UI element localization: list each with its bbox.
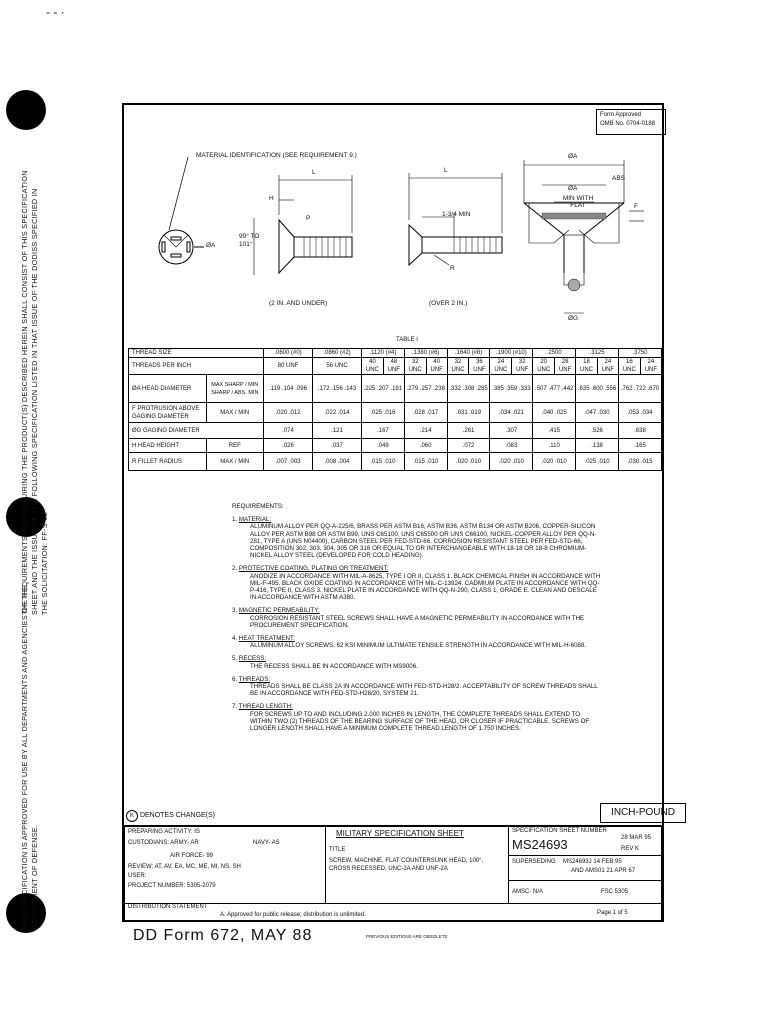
gage-header: ØG GAGING DIAMETER: [129, 423, 264, 439]
req-number: 6.: [232, 675, 238, 683]
user: USER:: [128, 873, 147, 879]
req-body: THE RECESS SHALL BE IN ACCORDANCE WITH MS9006.: [250, 662, 418, 670]
table-cell: .083: [490, 439, 533, 453]
table-cell: .020 .010: [490, 453, 533, 471]
table-cell: .047 .030: [576, 403, 619, 423]
right-screw: [409, 225, 422, 265]
table-cell: .026: [264, 439, 313, 453]
table-cell: .526: [576, 423, 619, 439]
head-height-header: H HEAD HEIGHT: [129, 439, 207, 453]
table-cell: .507 .477 .442: [533, 375, 576, 403]
req-title: MATERIAL:: [238, 516, 272, 524]
distribution-label: DISTRIBUTION STATEMENT: [128, 904, 208, 910]
table-row: [129, 349, 662, 358]
table-cell: .007 .003: [264, 453, 313, 471]
thread-size-header: THREAD SIZE: [129, 349, 264, 358]
form-footer: DD Form 672, MAY 88: [133, 927, 313, 944]
table-cell: .1900 (#10): [490, 349, 533, 358]
table-cell: .022 .014: [313, 403, 362, 423]
superseding-cell: [508, 855, 662, 881]
inch-pound-box: INCH-POUND: [600, 803, 686, 823]
table-cell: 80 UNF: [264, 358, 313, 375]
material-id-label: MATERIAL IDENTIFICATION (SEE REQUIREMENT 9.): [196, 152, 357, 159]
left-screw: [279, 220, 294, 273]
table-cell: .261: [447, 423, 490, 439]
custodian-cell: [124, 826, 326, 904]
table-cell: .020 .010: [447, 453, 490, 471]
table-cell: .0600 (#0): [264, 349, 313, 358]
side-line-3: THE SOLICITATION: FF-S-92: [40, 511, 49, 615]
dim-R: R: [450, 265, 455, 272]
air-force: AIR FORCE- 99: [170, 853, 214, 859]
side-line-2: SHEET AND THE ISSUE OF THE FOLLOWING SPECIFICATION LISTED IN THAT ISSUE OF THE DODISS SPECIFIED IN: [30, 188, 39, 615]
table-cell: .385 .359 .333: [490, 375, 533, 403]
req-title: HEAT TREATMENT:: [238, 635, 295, 643]
footer-small-print: PREVIOUS EDITIONS ARE OBSOLETE: [366, 934, 448, 939]
table-row: [129, 423, 662, 439]
requirement-item: [232, 703, 602, 732]
protrusion-header: F PROTRUSION ABOVE GAGING DIAMETER: [129, 403, 207, 423]
req-body: FOR SCREWS UP TO AND INCLUDING 2.000 INCHES IN LENGTH, THE COMPLETE THREADS SHALL EXTEND TO WITHIN TWO (2) THREADS OF THE BEARING SURFACE OF THE HEAD, OR CLOSER IF PRACTICABLE. SCREWS OF LONGER LENGTH SHALL HAVE A MINIMUM COMPLETE THREAD LENGTH OF 1.750 INCHES.: [250, 710, 590, 733]
navy: NAVY- AS: [253, 840, 280, 846]
dim-A3: ØA: [568, 185, 578, 192]
table-cell: .037: [313, 439, 362, 453]
table-row: [129, 358, 662, 375]
table-cell: .167: [362, 423, 405, 439]
requirement-item: [232, 635, 602, 649]
screw-drawing: [124, 105, 662, 335]
table-cell: 24 UNF: [640, 358, 661, 375]
distribution-statement: A. Approved for public release; distribution is unlimited.: [220, 912, 366, 918]
table-title: TABLE I: [396, 337, 418, 343]
table-cell: .307: [490, 423, 533, 439]
omb-number: OMB No. 0704-0188: [600, 121, 656, 127]
req-title: PROTECTIVE COATING, PLATING OR TREATMENT:: [238, 565, 389, 573]
fsc: FSC 5305: [601, 889, 629, 895]
ms-number: MS24693: [512, 837, 568, 852]
preparing-activity: PREPARING ACTIVITY: IS: [128, 829, 200, 835]
table-cell: .762 .722 .670: [618, 375, 661, 403]
table-row: [129, 403, 662, 423]
side-text: [20, 110, 49, 930]
title-label: TITLE: [329, 847, 346, 853]
sheet-date: 28 MAR 95: [621, 835, 652, 841]
review: REVIEW: AT, AV, EA, MC, ME, MI, NS, SH: [128, 864, 241, 870]
table-cell: .053 .034: [618, 403, 661, 423]
form-approved: Form Approved: [600, 112, 642, 118]
side-line-5: DEPARTMENT OF DEFENSE.: [30, 824, 39, 930]
table-cell: .060: [404, 439, 447, 453]
table-cell: 36 UNF: [469, 358, 490, 375]
superseding-value-2: AND AMS01 21 APR 67: [571, 868, 636, 874]
dim-L1: L: [312, 169, 316, 176]
tpi-header: THREADS PER INCH: [129, 358, 264, 375]
table-cell: .3125: [576, 349, 619, 358]
table-cell: .020 .010: [533, 453, 576, 471]
req-number: 1.: [232, 516, 238, 524]
dim-G: ØG: [568, 315, 579, 322]
table-cell: .028 .017: [404, 403, 447, 423]
table-cell: .121: [313, 423, 362, 439]
dim-A1: ØA: [206, 242, 216, 249]
table-cell: 32 UNC: [404, 358, 426, 375]
dim-P: P: [306, 215, 311, 222]
table-cell: .415: [533, 423, 576, 439]
table-cell: .1640 (#8): [447, 349, 490, 358]
page-number: Page 1 of 5: [597, 910, 628, 916]
table-cell: .1120 (#4): [362, 349, 405, 358]
spec-title: SCREW, MACHINE, FLAT COUNTERSUNK HEAD, 100°, CROSS RECESSED, UNC-2A AND UNF-2A: [329, 858, 484, 872]
table-cell: .072: [447, 439, 490, 453]
requirement-item: [232, 607, 602, 629]
table-cell: .034 .021: [490, 403, 533, 423]
table-cell: 40 UNC: [362, 358, 384, 375]
sheet-number-cell: [508, 826, 662, 856]
table-cell: .2500: [533, 349, 576, 358]
dim-H: H: [269, 195, 274, 202]
req-title: THREADS:: [238, 675, 271, 683]
amsc-cell: [508, 880, 662, 904]
head-height-sub: REF: [206, 439, 263, 453]
project-number: PROJECT NUMBER: 5305-2079: [128, 883, 216, 889]
caption-short: (2 IN. AND UNDER): [269, 300, 328, 307]
table-cell: 32 UNF: [512, 358, 533, 375]
title-block: [124, 825, 662, 921]
top-marks: - - ·: [46, 5, 65, 19]
table-cell: .040 .025: [533, 403, 576, 423]
req-number: 2.: [232, 565, 238, 573]
req-number: 5.: [232, 655, 238, 663]
min-length-label: 1-3/4 MIN: [442, 211, 471, 218]
table-cell: 40 UNF: [426, 358, 447, 375]
req-number: 3.: [232, 607, 238, 615]
distribution-cell: [124, 903, 662, 921]
table-cell: .049: [362, 439, 405, 453]
table-cell: .638: [618, 423, 661, 439]
table-cell: .015 .010: [362, 453, 405, 471]
table-cell: .074: [264, 423, 313, 439]
table-cell: .165: [618, 439, 661, 453]
table-cell: 28 UNF: [555, 358, 576, 375]
fillet-header: R FILLET RADIUS: [129, 453, 207, 471]
table-cell: 18 UNC: [576, 358, 598, 375]
head-dia-sub: MAX SHARP / MIN SHARP / ABS. MIN: [206, 375, 263, 403]
table-cell: .3750: [618, 349, 661, 358]
custodians: CUSTODIANS: ARMY- AR: [128, 840, 199, 846]
table-cell: .008 .004: [313, 453, 362, 471]
protrusion-sub: MAX / MIN: [206, 403, 263, 423]
requirement-item: [232, 655, 602, 669]
table-cell: .030 .015: [618, 453, 661, 471]
superseding-label: SUPERSEDING: [512, 859, 556, 865]
table-row: [129, 453, 662, 471]
requirements-title: REQUIREMENTS:: [232, 503, 284, 510]
table-cell: 56 UNC: [313, 358, 362, 375]
dimension-table: [128, 348, 662, 471]
side-line-1: THE REQUIREMENTS FOR ACQUIRING THE PRODUCT(S) DESCRIBED HEREIN SHALL CONSIST OF THIS SPECIFICATION: [20, 170, 29, 615]
change-legend: [126, 810, 215, 822]
table-cell: .110: [533, 439, 576, 453]
title-cell: [325, 826, 509, 904]
spec-frame: [122, 103, 675, 922]
side-line-4: THIS SPECIFICATION IS APPROVED FOR USE BY ALL DEPARTMENTS AND AGENCIES OF THE: [20, 584, 29, 930]
amsc: AMSC- N/A: [512, 889, 544, 895]
dim-F: F: [634, 203, 638, 210]
dim-A2: ØA: [568, 153, 578, 160]
table-cell: .020 .012: [264, 403, 313, 423]
table-cell: .119 .104 .096: [264, 375, 313, 403]
req-number: 7.: [232, 703, 238, 711]
caption-long: (OVER 2 IN.): [429, 300, 468, 307]
table-cell: 16 UNC: [618, 358, 640, 375]
req-body: CORROSION RESISTANT STEEL SCREWS SHALL HAVE A MAGNETIC PERMEABILITY IN ACCORDANCE WITH THE PROCUREMENT SPECIFICATION.: [250, 614, 585, 629]
req-body: ALUMINUM ALLOY PER QQ-A-225/6, BRASS PER ASTM B16, ASTM B36, ASTM B134 OR ASTM B206, COPPER-SILICON ALLOY PER ASTM B98 OR ASTM B99, UNS C65100, UNS C65500 OR UNS C66100, NICKEL-COPPER ALLOY PER QQ-N-281, TYPE A (UNS N04400), CARBON STEEL PER FED-STD-66, CORROSION RESISTANT STEEL PER FED-STD-66, COMPOSITION 302, 303, 304, 305 OR 316 OR EQUAL TO OR INTERCHANGEABLE WITH 18-18 OR 18-8 CHROMIUM-NICKEL ALLOY STEEL (DEVELOPED FOR COLD HEADING).: [250, 523, 597, 560]
table-cell: .138: [576, 439, 619, 453]
table-cell: .279 .257 .238: [404, 375, 447, 403]
superseding-value: MS24693J 14 FEB 95: [563, 859, 622, 865]
table-cell: .225 .207 .191: [362, 375, 405, 403]
table-cell: .0860 (#2): [313, 349, 362, 358]
table-cell: .025 .016: [362, 403, 405, 423]
table-cell: 48 UNF: [383, 358, 404, 375]
table-row: [129, 439, 662, 453]
requirements: [232, 503, 602, 732]
req-body: THREADS SHALL BE CLASS 2A IN ACCORDANCE WITH FED-STD-H28/2. ACCEPTABILITY OF SCREW THREADS SHALL BE IN ACCORDANCE WITH FED-STD-H28/20, SYSTEM 21.: [250, 683, 598, 698]
fillet-sub: MAX / MIN: [206, 453, 263, 471]
change-mark: K: [126, 810, 138, 822]
change-label: DENOTES CHANGE(S): [139, 812, 216, 819]
revision: REV K: [621, 846, 640, 852]
req-body: ALUMINUM ALLOY SCREWS, 62 KSI MINIMUM ULTIMATE TENSILE STRENGTH IN ACCORDANCE WITH MIL-H-6088.: [250, 642, 587, 650]
req-title: MAGNETIC PERMEABILITY:: [238, 607, 320, 615]
table-cell: 24 UNC: [490, 358, 512, 375]
req-number: 4.: [232, 635, 238, 643]
table-row: [129, 375, 662, 403]
sheet-number-label: SPECIFICATION SHEET NUMBER: [512, 828, 607, 834]
table-cell: .031 .019: [447, 403, 490, 423]
head-dia-header: ØA HEAD DIAMETER: [129, 375, 207, 403]
dim-L2: L: [444, 167, 448, 174]
table-cell: .025 .010: [576, 453, 619, 471]
min-flat-label: MIN WITH FLAT: [562, 195, 594, 209]
table-cell: 24 UNF: [597, 358, 618, 375]
requirement-item: [232, 516, 602, 559]
table-cell: 32 UNC: [447, 358, 469, 375]
table-cell: .015 .010: [404, 453, 447, 471]
table-cell: .214: [404, 423, 447, 439]
req-title: RECESS:: [238, 655, 267, 663]
table-cell: .332 .308 .285: [447, 375, 490, 403]
requirement-item: [232, 565, 602, 601]
req-body: ANODIZE IN ACCORDANCE WITH MIL-A-8625, TYPE I OR II, CLASS 1. BLACK CHEMICAL FINISH IN ACCORDANCE WITH MIL-F-495. BLACK OXIDE COATING IN ACCORDANCE WITH MIL-C-13924. CADMIUM PLATE IN ACCORDANCE WITH QQ-P-416, TYPE II, CLASS 3. NICKEL PLATE IN ACCORDANCE WITH QQ-N-290, CLASS 1, GRADE E. CLEAN AND DESCALE IN ACCORDANCE WITH ASTM A380.: [250, 572, 601, 602]
table-cell: .1380 (#6): [404, 349, 447, 358]
table-cell: .172 .156 .143: [313, 375, 362, 403]
table-cell: .635 .600 .556: [576, 375, 619, 403]
requirement-item: [232, 676, 602, 698]
leader-material: [169, 157, 188, 230]
req-title: THREAD LENGTH:: [238, 703, 293, 711]
abs-label: ABS: [612, 175, 626, 182]
angle-label: 99° TO 101°: [239, 233, 260, 248]
table-cell: 20 UNC: [533, 358, 555, 375]
mil-spec-title: MILITARY SPECIFICATION SHEET: [336, 829, 464, 838]
